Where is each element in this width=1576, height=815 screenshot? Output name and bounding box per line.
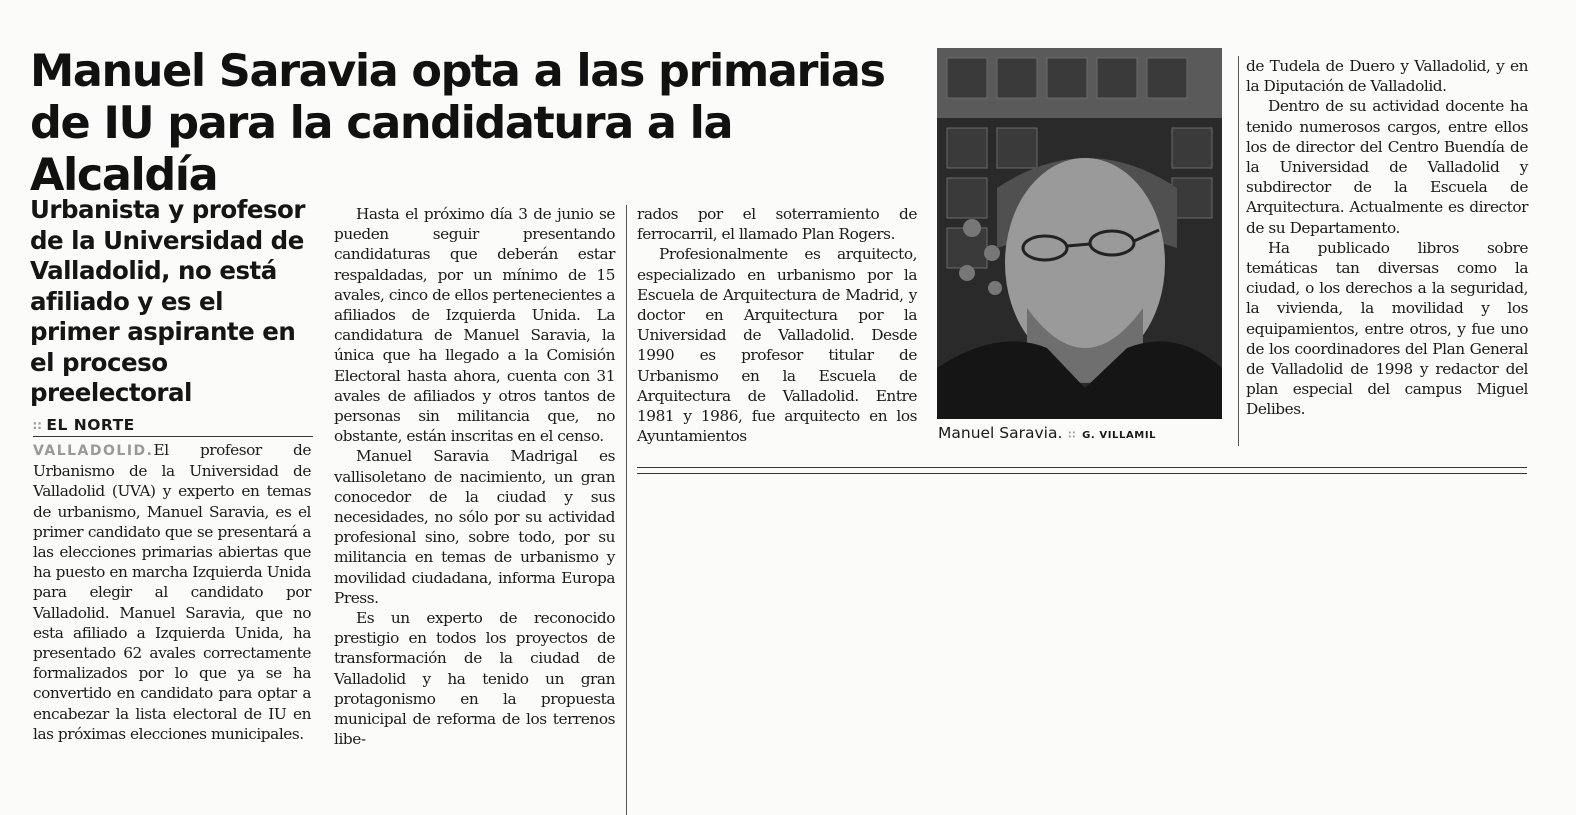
headline-line-1: Manuel Saravia opta a las primarias: [30, 46, 885, 97]
paragraph: Profesionalmente es arquitecto, especializado en urbanismo por la Escuela de Arquitectura de Madrid, y doctor en Arquitectura por la Universidad de Valladolid. Desde 1990 es profesor titular de Urbanismo en la Escuela de Arquitectura de Valladolid. Entre 1981 y 1986, fue arquitecto en los Ayuntamientos: [637, 245, 917, 446]
paragraph: [33, 440, 311, 744]
body-column-2: [334, 204, 615, 749]
paragraph: Ha publicado libros sobre temáticas tan diversas como la ciudad, o los derechos a la seguridad, la vivienda, la movilidad y los equipamientos, entre otros, y fue uno de los coordinadores del Plan General de Valladolid de 1998 y redactor del plan especial del campus Miguel Delibes.: [1246, 238, 1528, 419]
photo-caption: [938, 424, 1228, 442]
body-column-3: [637, 204, 917, 446]
headline: [30, 46, 930, 202]
portrait-photo: [937, 48, 1222, 419]
caption-text: Manuel Saravia.: [938, 424, 1063, 442]
paragraph: rados por el soterramiento de ferrocarril, el llamado Plan Rogers.: [637, 205, 917, 244]
body-column-1: [33, 440, 311, 744]
paragraph: Dentro de su actividad docente ha tenido numerosos cargos, entre ellos los de director del Centro Buendía de la Universidad de Valladolid y subdirector de la Escuela de Arquitectura. Actualmente es director de su Departamento.: [1246, 97, 1528, 237]
photo-credit: [1068, 430, 1156, 441]
photo-credit-name: G. VILLAMIL: [1082, 430, 1157, 441]
paragraph: de Tudela de Duero y Valladolid, y en la Diputación de Valladolid.: [1246, 57, 1528, 96]
section-divider: [637, 473, 1527, 474]
headline-line-2: de IU para la candidatura a la Alcaldía: [30, 98, 733, 201]
paragraph: Hasta el próximo día 3 de junio se pueden seguir presentando candidaturas que deberán estar respaldadas, por un mínimo de 15 avales, cinco de ellos pertenecientes a afiliados de Izquierda Unida. La candidatura de Manuel Saravia, la única que ha llegado a la Comisión Electoral hasta ahora, cuenta con 31 avales de afiliados y otros tantos de personas sin militancia que, no obstante, están inscritas en el censo.: [334, 205, 615, 446]
body-column-4: [1246, 56, 1528, 420]
section-divider: [637, 467, 1527, 468]
portrait-illustration: [937, 48, 1222, 419]
credit-dots-icon: ∷: [1068, 430, 1076, 441]
byline-dots-icon: ∷: [33, 419, 42, 433]
paragraph: Manuel Saravia Madrigal es vallisoletano de nacimiento, un gran conocedor de la ciudad y sus necesidades, no sólo por su actividad profesional sino, sobre todo, por su militancia en temas de urbanismo y movilidad ciudadana, informa Europa Press.: [334, 447, 615, 607]
agency-name: EL NORTE: [46, 416, 135, 434]
column-divider: [1238, 56, 1239, 446]
location-dateline: VALLADOLID.: [33, 443, 154, 459]
column-divider: [626, 205, 627, 815]
paragraph: Es un experto de reconocido prestigio en todos los proyectos de transformación de la ciudad de Valladolid y ha tenido un gran protagonismo en la propuesta municipal de reforma de los terrenos libe-: [334, 609, 615, 749]
agency-byline: [33, 416, 313, 437]
subheadline: Urbanista y profesor de la Universidad de Valladolid, no está afiliado y es el primer aspirante en el proceso preelectoral: [30, 195, 305, 407]
paragraph-text: El profesor de Urbanismo de la Universidad de Valladolid (UVA) y experto en temas de urbanismo, Manuel Saravia, es el primer candidato que se presentará a las elecciones primarias abiertas que ha puesto en marcha Izquierda Unida para elegir al candidato por Valladolid. Manuel Saravia, que no esta afiliado a Izquierda Unida, ha presentado 62 avales correctamente formalizados por lo que ya se ha convertido en candidato para optar a encabezar la lista electoral de IU en las próximas elecciones municipales.: [33, 441, 311, 743]
